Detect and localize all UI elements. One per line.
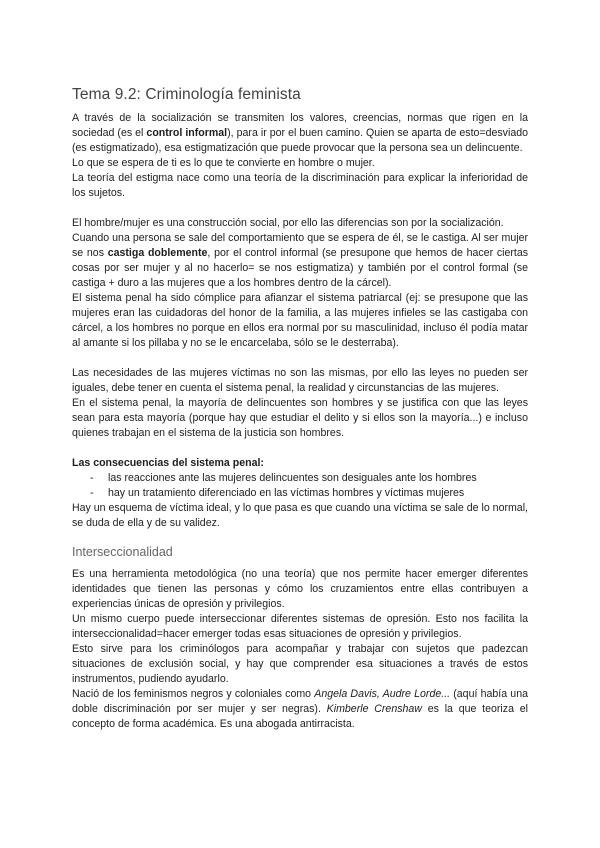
section-heading-interseccionalidad: Interseccionalidad	[72, 545, 173, 559]
page-title: Tema 9.2: Criminología feminista	[72, 86, 301, 103]
text-segment: , por el control informal (se presupone que hemos de hacer ciertas cosas por ser mujer y al no hacerlo= se nos estigmatiza) y también por el control formal (se castiga + duro a las mujeres que a los hombres dentro de la cárcel).	[72, 247, 529, 289]
paragraph-gap	[72, 351, 528, 366]
paragraph-origen	[72, 687, 528, 732]
list-item	[72, 471, 528, 486]
text-segment: ), para ir por el buen camino. Quien se aparta de esto=desviado (es estigmatizado), esa estigmatización que puede provocar que la persona sea un delincuente.	[72, 127, 528, 154]
paragraph-herramienta: Es una herramienta metodológica (no una teoría) que nos permite hacer emerger diferentes identidades que tienen las personas y cómo los cruzamientos entre ellas contribuyen a experiencias únicas de opresión y privilegios.	[72, 568, 528, 610]
text-segment: es la que teoriza el concepto de forma académica. Es una abogada antirracista.	[72, 703, 529, 730]
list-item-text: las reacciones ante las mujeres delincuentes son desiguales ante los hombres	[108, 472, 477, 484]
paragraph-sistema-penal: El sistema penal ha sido cómplice para afianzar el sistema patriarcal (ej: se presupone que las mujeres eran las cuidadoras del honor de la familia, a las mujeres infieles se las castigaba con cárcel, a los hombres no porque en ellos era normal por su masculinidad, incluso él podía matar al amante si los pillaba y no se le encarcelaba, sólo se le desterraba).	[72, 292, 528, 349]
list-item-text: hay un tratamiento diferenciado en las víctimas hombres y víctimas mujeres	[108, 487, 465, 499]
paragraph-gap	[72, 441, 528, 456]
bold-term: control informal	[146, 127, 228, 139]
paragraph-necesidades: Las necesidades de las mujeres víctimas no son las mismas, por ello las leyes no pueden ser iguales, debe tener en cuenta el sistema penal, la realidad y circunstancias de las mujeres.	[72, 367, 528, 394]
consequences-heading: Las consecuencias del sistema penal:	[72, 457, 264, 469]
dash-bullet: -	[90, 487, 94, 499]
text-segment: A través de la socialización se transmiten los valores, creencias, normas que rigen en la sociedad (es el	[72, 112, 528, 139]
paragraph-mismo-cuerpo: Un mismo cuerpo puede interseccionar diferentes sistemas de opresión. Esto nos facilita la interseccionalidad=hacer emerger todas esas situaciones de opresión y privilegios.	[72, 613, 528, 640]
paragraph-criminologos: Esto sirve para los criminólogos para acompañar y trabajar con sujetos que padezcan situaciones de exclusión social, y hay que comprender esa situaciones a través de estos instrumentos, pudiendo ayudarlo.	[72, 643, 528, 685]
consequences-list	[72, 471, 528, 501]
paragraph-mayoria-hombres: En el sistema penal, la mayoría de delincuentes son hombres y se justifica con que las leyes sean para esta mayoría (porque hay que estudiar el delito y si ellos son la mayoría...) e incluso quienes trabajan en el sistema de la justicia son hombres.	[72, 397, 528, 439]
list-item	[72, 486, 528, 501]
paragraph-victima-ideal: Hay un esquema de víctima ideal, y lo que pasa es que cuando una víctima se sale de lo normal, se duda de ella y de su validez.	[72, 502, 528, 529]
italic-names: Angela Davis, Audre Lorde...	[314, 688, 451, 700]
text-segment: Nació de los feminismos negros y coloniales como	[72, 688, 315, 700]
text-segment: Cuando una persona se sale del comportamiento que se espera de él, se le castiga. Al ser mujer se nos	[72, 232, 528, 259]
bold-term: castiga doblemente	[107, 247, 208, 259]
paragraph-teoria-estigma: La teoría del estigma nace como una teoría de la discriminación para explicar la inferioridad de los sujetos.	[72, 172, 528, 199]
text-segment: (aquí había una doble discriminación por ser mujer y ser negras).	[72, 688, 528, 715]
paragraph-expectativa: Lo que se espera de ti es lo que te convierte en hombre o mujer.	[72, 157, 375, 169]
paragraph-construccion-social: El hombre/mujer es una construcción social, por ello las diferencias son por la socialización.	[72, 217, 504, 229]
paragraph-gap	[72, 201, 528, 216]
paragraph-castigo-doble	[72, 231, 528, 291]
paragraph-socializacion	[72, 111, 528, 156]
dash-bullet: -	[90, 472, 94, 484]
italic-name: Kimberle Crenshaw	[326, 703, 422, 715]
